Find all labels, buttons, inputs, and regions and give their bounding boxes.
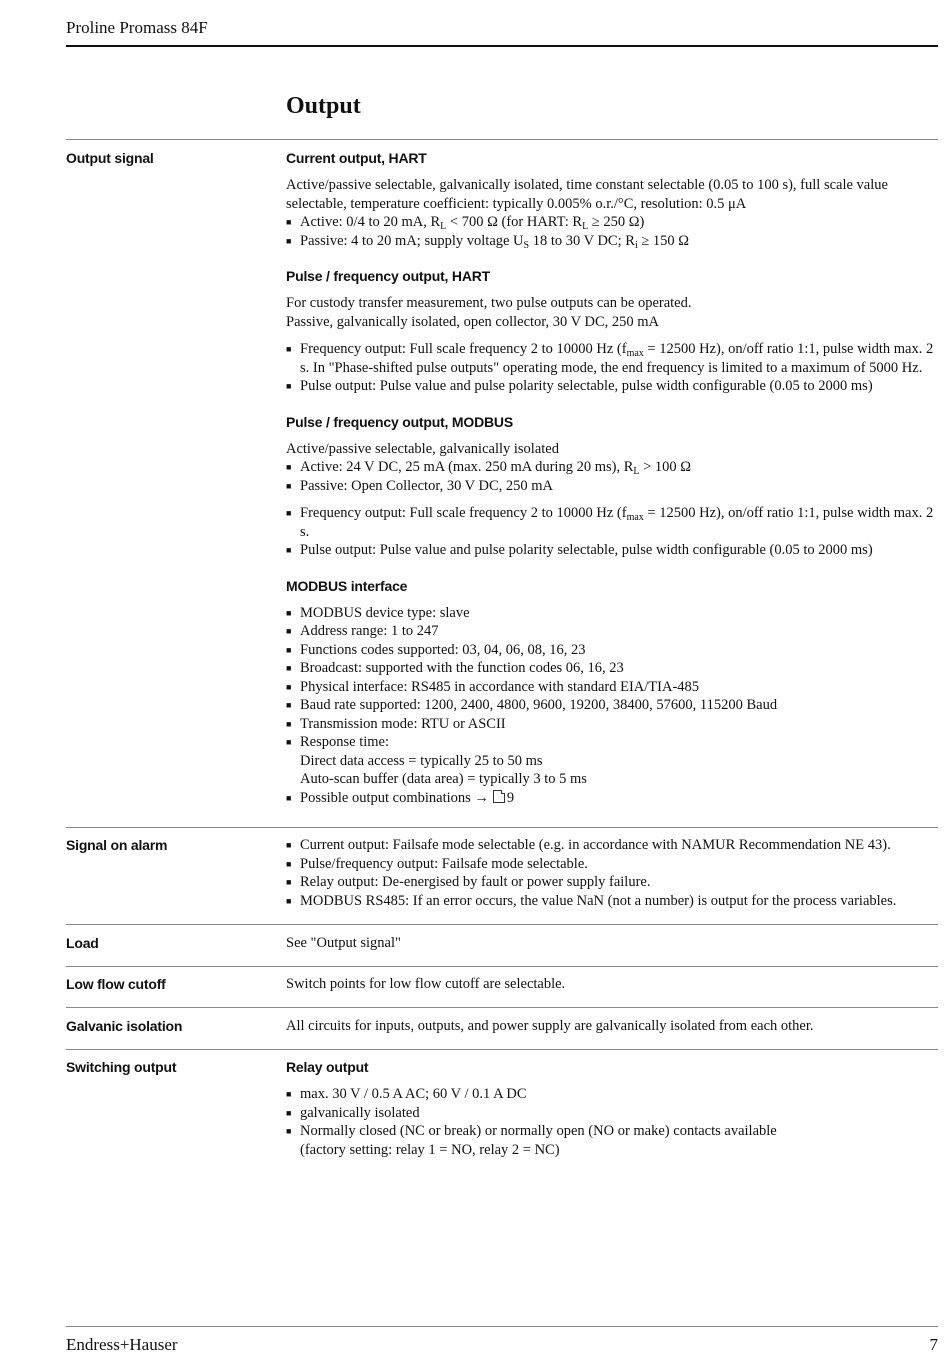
list-item: ■ Relay output: De-energised by fault or power supply failure. <box>286 873 942 892</box>
list-item: ■ Pulse output: Pulse value and pulse polarity selectable, pulse width configurable (0.05 to 2000 ms) <box>286 377 942 396</box>
list-item: ■ MODBUS RS485: If an error occurs, the value NaN (not a number) is output for the process variables. <box>286 892 942 911</box>
footer-rule <box>66 1326 938 1327</box>
output-signal-body <box>286 149 942 807</box>
pulse-modbus-heading: Pulse / frequency output, MODBUS <box>286 413 513 430</box>
list-item: ■ Passive: 4 to 20 mA; supply voltage $U_S$ 18 to 30 V DC; $R_i \ge 150$ Ω <box>286 232 942 251</box>
list-item: ■ max. 30 V / 0.5 A AC; 60 V / 0.1 A DC <box>286 1085 942 1104</box>
pulse-modbus-list-2 <box>286 504 942 560</box>
pulse-hart-heading: Pulse / frequency output, HART <box>286 268 491 284</box>
list-item: ■ Passive: Open Collector, 30 V DC, 250 mA <box>286 477 942 496</box>
galvanic-text: All circuits for inputs, outputs, and power supply are galvanically isolated from each other. <box>286 1018 814 1034</box>
list-item: ■ Functions codes supported: 03, 04, 06, 08, 16, 23 <box>286 641 942 660</box>
row-label-switching-output: Switching output <box>66 1059 177 1075</box>
row-divider <box>66 1049 938 1050</box>
low-flow-text: Switch points for low flow cutoff are selectable. <box>286 976 566 992</box>
list-item: ■ Normally closed (NC or break) or normally open (NO or make) contacts available (factory setting: relay 1 = NO, relay 2 = NC) <box>286 1122 942 1159</box>
list-item: ■ Current output: Failsafe mode selectable (e.g. in accordance with NAMUR Recommendation NE 43). <box>286 836 942 855</box>
row-label-galvanic-isolation: Galvanic isolation <box>66 1018 183 1034</box>
switching-output-body <box>286 1058 942 1159</box>
alarm-list <box>286 836 942 910</box>
pulse-hart-line2: Passive, galvanically isolated, open collector, 30 V DC, 250 mA <box>286 313 659 330</box>
pulse-hart-list <box>286 340 942 396</box>
relay-list <box>286 1085 942 1159</box>
current-output-intro: Active/passive selectable, galvanically isolated, time constant selectable (0.05 to 100 s), full scale value selectable, temperature coefficient: typically 0.005% o.r./°C, resolution: 0.5 μA <box>286 177 888 212</box>
row-divider <box>66 139 938 140</box>
row-divider <box>66 924 938 925</box>
list-item: ■ Frequency output: Full scale frequency 2 to 10000 Hz ($f_{max} = 12500$ Hz), on/off ratio 1:1, pulse width max. 2 s. <box>286 504 942 541</box>
list-item: ■ Broadcast: supported with the function codes 06, 16, 23 <box>286 659 942 678</box>
pulse-modbus-list <box>286 458 942 495</box>
list-item: ■ MODBUS device type: slave <box>286 604 942 623</box>
row-label-signal-on-alarm: Signal on alarm <box>66 837 168 853</box>
modbus-list <box>286 604 942 808</box>
row-label-load: Load <box>66 935 99 951</box>
list-item: ■ Active: 0/4 to 20 mA, $R_L < 700$ Ω (for HART: $R_L \ge 250$ Ω) <box>286 213 942 232</box>
page-number: 7 <box>929 1335 938 1354</box>
pulse-hart-line1: For custody transfer measurement, two pulse outputs can be operated. <box>286 295 692 311</box>
load-text: See "Output signal" <box>286 935 401 951</box>
relay-output-heading: Relay output <box>286 1059 369 1075</box>
section-title: Output <box>286 93 361 119</box>
page-reference-icon <box>493 790 505 803</box>
page-reference-link[interactable]: 9 <box>506 789 515 806</box>
signal-on-alarm-body <box>286 836 942 910</box>
list-item: ■ Possible output combinations → 9 <box>286 789 942 808</box>
list-item: ■ Baud rate supported: 1200, 2400, 4800, 9600, 19200, 38400, 57600, 115200 Baud <box>286 696 942 715</box>
row-divider <box>66 1007 938 1008</box>
row-divider <box>66 966 938 967</box>
list-item: ■ Transmission mode: RTU or ASCII <box>286 715 942 734</box>
list-item: ■ galvanically isolated <box>286 1104 942 1123</box>
pulse-modbus-intro: Active/passive selectable, galvanically isolated <box>286 440 559 457</box>
footer-brand: Endress+Hauser <box>66 1335 178 1354</box>
current-output-list <box>286 213 942 250</box>
current-output-heading: Current output, HART <box>286 150 427 166</box>
list-item: ■ Frequency output: Full scale frequency 2 to 10000 Hz ($f_{max} = 12500$ Hz), on/off ratio 1:1, pulse width max. 2 s. In "Phase-shifted pulse outputs" operating mode, the end frequency is limited to a maximum of 5000 Hz. <box>286 340 942 377</box>
list-item: ■ Active: 24 V DC, 25 mA (max. 250 mA during 20 ms), $R_L > 100$ Ω <box>286 458 942 477</box>
row-label-low-flow-cutoff: Low flow cutoff <box>66 976 166 992</box>
list-item: ■ Physical interface: RS485 in accordance with standard EIA/TIA-485 <box>286 678 942 697</box>
row-label-output-signal: Output signal <box>66 150 154 166</box>
modbus-heading: MODBUS interface <box>286 577 408 594</box>
header-rule <box>66 45 938 47</box>
row-divider <box>66 827 938 828</box>
list-item: ■ Address range: 1 to 247 <box>286 622 942 641</box>
header-title: Proline Promass 84F <box>66 18 208 37</box>
list-item: ■ Response time: Direct data access = typically 25 to 50 ms Auto-scan buffer (data area) = typically 3 to 5 ms <box>286 733 942 789</box>
list-item: ■ Pulse output: Pulse value and pulse polarity selectable, pulse width configurable (0.05 to 2000 ms) <box>286 541 942 560</box>
list-item: ■ Pulse/frequency output: Failsafe mode selectable. <box>286 855 942 874</box>
